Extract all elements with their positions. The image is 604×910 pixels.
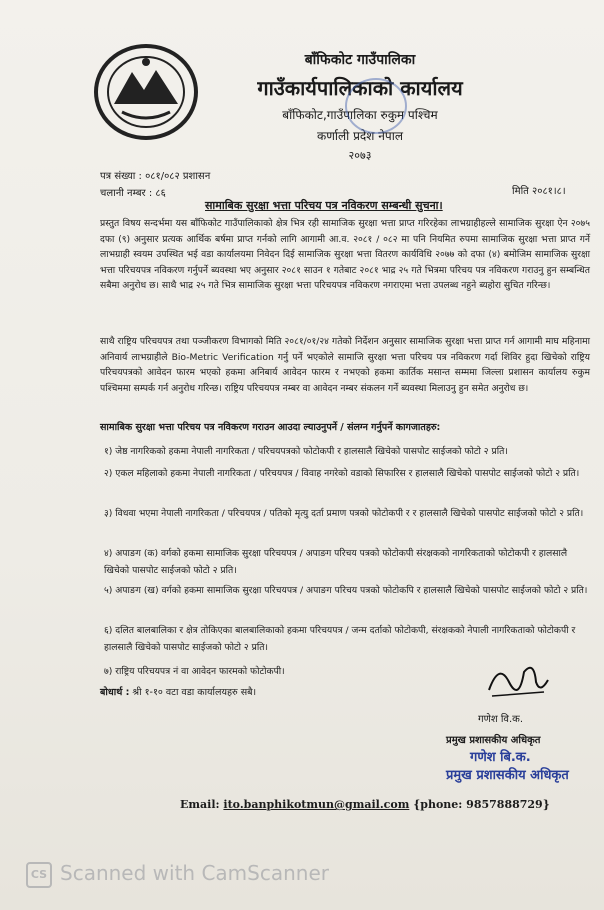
signatory-name: गणेश वि.क.: [478, 714, 524, 725]
email-label: Email:: [180, 798, 220, 811]
documents-heading: सामाबिक सुरक्षा भत्ता परिचय पत्र नविकरण गराउन आउदा ल्याउनुपर्ने / संलग्न गर्नुपर्ने कागजातहरु:: [100, 422, 441, 433]
municipality-emblem: [92, 42, 200, 142]
letter-date: मिति २०८१।८।: [512, 186, 566, 197]
document-item: ३) विधवा भएमा नेपाली नागरिकता / परिचयपत्र / पतिको मृत्यु दर्ता प्रमाण पत्रको फोटोकपी र र हालसालै खिचेको पासपोट साईजको फोटो २ प्रति।: [104, 508, 584, 519]
email-link[interactable]: ito.banphikotmun@gmail.com: [223, 798, 410, 811]
dispatch-number: चलानी नम्बर : ८६: [100, 188, 166, 199]
cc-line: [100, 685, 256, 698]
document-item: १) जेष्ठ नागरिकको हकमा नेपाली नागरिकता / परिचयपत्रको फोटोकपी र हालसालै खिचेको पासपोट साईजको फोटो २ प्रति।: [104, 446, 508, 457]
subject-line: सामाबिक सुरक्षा भत्ता परिचय पत्र नविकरण सम्बन्धी सुचना।: [205, 199, 443, 212]
document-item: ६) दलित बालबालिका र क्षेत्र तोकिएका बालबालिकाको हकमा परिचयपत्र / जन्म दर्ताको फोटोकपी, संरक्षकको नेपाली नागरिकताको फोटोकपी र हालसालै खिचेको पासपोट साईजको फोटो २ प्रति।: [104, 625, 576, 653]
stamp-name: गणेश बि.क.: [470, 750, 531, 765]
body-paragraph: प्रस्तुत विषय सन्दर्भमा यस बाँफिकोट गाउँपालिकाको क्षेत्र भित्र रही सामाजिक सुरक्षा भत्ता प्राप्त गरिरहेका लाभग्राहीहल्ले सामाजिक सुरक्षा ऐन २०७५ दफा (९) अनुसार प्रत्यक आर्थिक बर्षमा प्राप्त गर्नको लागि आगामी आ.व. २०८१ / ०८२ मा पनि नियमित रुपमा सामाजिक सुरक्षा भत्ता प्राप्त गर्ने लाभग्राही स्वयम उपस्थित भई वडा कार्यालयमा निवेदन दिई सामाजिक सुरक्षा भत्ता वितरण कार्यविधि २०७७ को दफा (४) बमोजिम सामाजिक सुरक्षा भत्ता परिचयपत्र नविकरण गर्नुपर्ने ब्यवस्था भए अनुसार २०८१ साउन १ गतेबाट २०८१ भाद्र २५ गते भित्रमा परिचय पत्र नविकरण गराउनु हुन सम्बन्धित सबैमा अनुरोध छ। साथै भाद्र २५ गते भित्र सामाजिक सुरक्षा भत्ता परिचयपत्र नविकरण नगराएमा भत्ता उपलब्ध नहुने ब्यहोरा सुचित गरिन्छ।: [100, 218, 590, 291]
document-item: ४) अपाङग (क) वर्गको हकमा सामाजिक सुरक्षा परिचयपत्र / अपाङग परिचय पत्रको फोटोकपी संरक्षकको नागरिकताको फोटोकपी र हालसालै खिचेको पासपोट साईजको फोटो २ प्रति।: [104, 548, 568, 576]
cc-text: श्री १-१० वटा वडा कार्यालयहरु सबै।: [132, 687, 257, 698]
watermark-text: Scanned with CamScanner: [60, 861, 329, 885]
cc-label: बोधार्थ :: [100, 687, 130, 698]
office-address: बाँफिकोट,गाउँपालिका रुकुम पश्चिम: [282, 108, 438, 122]
camscanner-watermark: [26, 861, 329, 888]
document-item: ७) राष्ट्रिय परिचयपत्र नं वा आवेदन फारमको फोटोकपी।: [104, 666, 285, 677]
body-paragraph: साथै राष्ट्रिय परिचयपत्र तथा पञ्जीकरण विभागको मिति २०८१/०१/२४ गतेको निर्देशन अनुसार सामाजिक सुरक्षा भत्ता प्राप्त गर्न आगामी माघ महिनामा अनिवार्य लाभग्राहीले Bio-Metric Verification गर्नु पर्ने भएकोले सामाजि सुरक्षा भत्ता परिचय पत्र नविकरण गर्दा शिविर हुदा खिचेको राष्ट्रिय परिचयपत्रको आवेदन फारम भएको हकमा अनिबार्य आवेदन फारम र नभएको हकमा कार्तिक मसान्त सम्ममा जिल्ला प्रशासन कार्यालय रुकुम पश्चिममा सम्पर्क गर्न अनुरोध गरिन्छ। राष्ट्रिय परिचयपत्र नम्बर वा आवेदन नम्बर संकलन गर्ने ब्यवस्था मिलाउनु हुन समेत अनुरोध छ।: [100, 336, 590, 394]
round-stamp: [345, 78, 407, 134]
establishment-year: २०७३: [348, 149, 372, 162]
phone-text: {phone: 9857888729}: [413, 798, 550, 811]
document-item: ५) अपाङग (ख) वर्गको हकमा सामाजिक सुरक्षा परिचयपत्र / अपाङग परिचय पत्रको फोटोकपि र हालसालै खिचेको पासपोट साईजको फोटो २ प्रति।: [104, 585, 588, 596]
office-title: गाउँकार्यपालिकाको कार्यालय: [257, 76, 463, 100]
stamp-title: प्रमुख प्रशासकीय अधिकृत: [446, 768, 569, 783]
letter-number: पत्र संख्या : ०८१/०८२ प्रशासन: [100, 171, 211, 182]
handwritten-signature: [484, 652, 554, 702]
municipality-name: बाँफिकोट गाउँपालिका: [304, 52, 416, 68]
document-item: २) एकल महिलाको हकमा नेपाली नागरिकता / परिचयपत्र / विवाह नगरेको वडाको सिफारिस र हालसालै खिचेको पासपोट साईजको फोटो २ प्रति।: [104, 468, 580, 479]
signatory-title: प्रमुख प्रशासकीय अधिकृत: [446, 735, 541, 746]
contact-footer: [180, 798, 550, 811]
camscanner-logo-icon: CS: [26, 862, 52, 888]
province-name: कर्णाली प्रदेश नेपाल: [317, 129, 403, 143]
